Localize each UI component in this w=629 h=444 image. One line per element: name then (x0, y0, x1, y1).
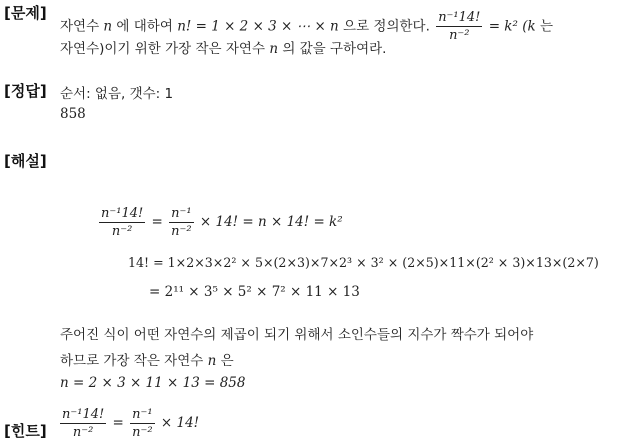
solution-fraction-1-denominator: n⁻² (111, 224, 133, 239)
problem-eq-rhs: = k² (488, 18, 518, 35)
solution-eq-sign: = (151, 214, 163, 230)
hint-fraction-2-denominator: n⁻² (132, 425, 153, 440)
solution-text-1: 주어진 식이 어떤 자연수의 제곱이 되기 위해서 소인수들의 지수가 짝수가 되어야 (60, 327, 534, 343)
hint-fraction-1-denominator: n⁻² (72, 425, 94, 440)
hint-equation (58, 407, 199, 440)
problem-paren-k: (k (522, 18, 536, 35)
solution-equation-2: 14! = 1×2×3×2² × 5×(2×3)×7×2³ × 3² × (2×5)×11×(2² × 3)×13×(2×7) (128, 255, 599, 270)
solution-fraction-2-numerator: n⁻¹ (171, 206, 192, 221)
answer-value: 858 (60, 106, 86, 122)
factorial-definition: n! = 1 × 2 × 3 × ⋯ × n (177, 18, 339, 35)
problem-fraction-denominator: n⁻² (449, 28, 470, 43)
solution-fraction-1 (99, 206, 145, 239)
answer-label: [정답] (4, 82, 47, 100)
problem-var-n: n (103, 18, 113, 35)
problem-line2-text: 자연수)이기 위한 가장 작은 자연수 (60, 41, 266, 57)
solution-eq1-rest: × 14! = n × 14! = k² (199, 214, 343, 230)
solution-label: [해설] (4, 152, 47, 170)
problem-fraction (436, 10, 482, 43)
problem-text-prefix: 자연수 (60, 18, 100, 35)
solution-text-2-suffix: 은 (220, 353, 234, 369)
solution-equation-3: = 2¹¹ × 3⁵ × 5² × 7² × 11 × 13 (149, 284, 360, 300)
solution-text-2 (60, 349, 234, 369)
hint-eq-sign: = (112, 415, 124, 431)
problem-line2-end: 의 값을 구하여라. (282, 41, 387, 57)
hint-rest: × 14! (160, 415, 200, 431)
solution-text-2-n: n (207, 353, 217, 369)
solution-fraction-2-denominator: n⁻² (171, 224, 192, 239)
solution-equation-1 (97, 206, 343, 239)
problem-fraction-numerator: n⁻¹14! (438, 10, 481, 25)
solution-fraction-2 (169, 206, 193, 239)
problem-text-end: 는 (539, 18, 553, 35)
hint-fraction-1-numerator: n⁻¹14! (62, 407, 105, 422)
hint-label: [힌트] (4, 422, 47, 440)
solution-fraction-1-numerator: n⁻¹14! (101, 206, 144, 221)
hint-fraction-2-numerator: n⁻¹ (132, 407, 153, 422)
hint-fraction-1 (60, 407, 106, 440)
problem-text-mid: 에 대하여 (116, 18, 173, 35)
hint-fraction-2 (130, 407, 154, 440)
solution-result: n = 2 × 3 × 11 × 13 = 858 (60, 375, 246, 391)
answer-order-count: 순서: 없음, 갯수: 1 (60, 86, 174, 102)
problem-line2-n: n (269, 41, 279, 57)
problem-line2 (60, 37, 386, 57)
solution-text-2-prefix: 하므로 가장 작은 자연수 (60, 353, 204, 369)
problem-text-suffix: 으로 정의한다. (343, 18, 430, 35)
problem-label: [문제] (4, 4, 47, 22)
